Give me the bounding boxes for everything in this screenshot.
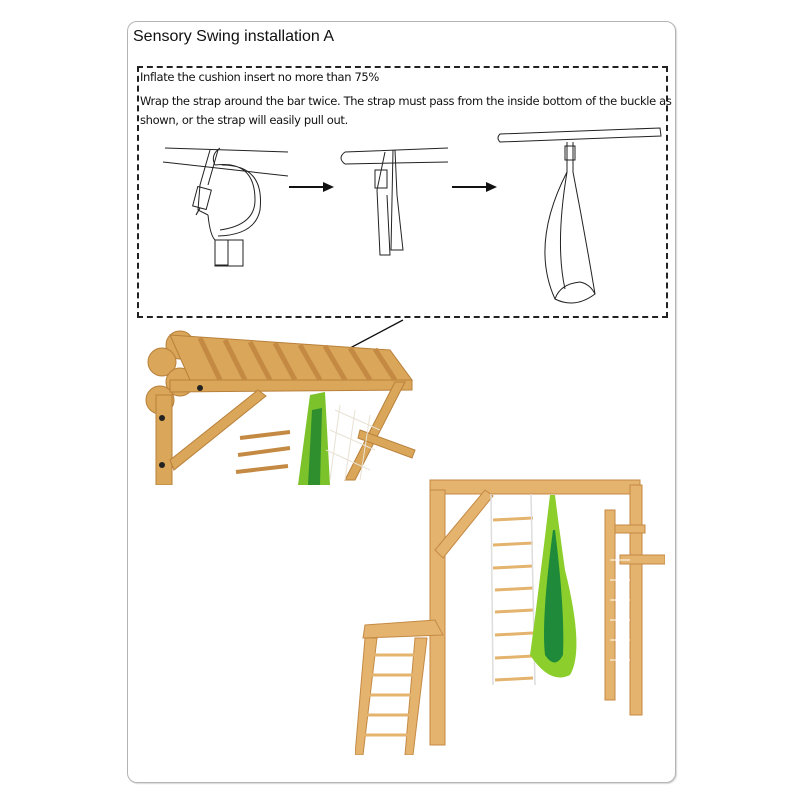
step1-strap-diagram	[160, 140, 290, 275]
frame-closeup-photo	[140, 320, 425, 485]
instruction-line-1: Inflate the cushion insert no more than 75%	[140, 70, 379, 84]
step3-swing-diagram	[495, 124, 665, 314]
arrow-right-icon	[289, 182, 334, 192]
step2-strap-diagram	[335, 140, 450, 265]
instruction-line-2: Wrap the strap around the bar twice. The strap must pass from the inside bottom of the buckle as	[140, 94, 672, 108]
instruction-line-3: shown, or the strap will easily pull out.	[140, 113, 348, 127]
full-frame-photo	[355, 470, 665, 755]
page-title: Sensory Swing installation A	[133, 28, 334, 45]
arrow-right-icon	[452, 182, 497, 192]
